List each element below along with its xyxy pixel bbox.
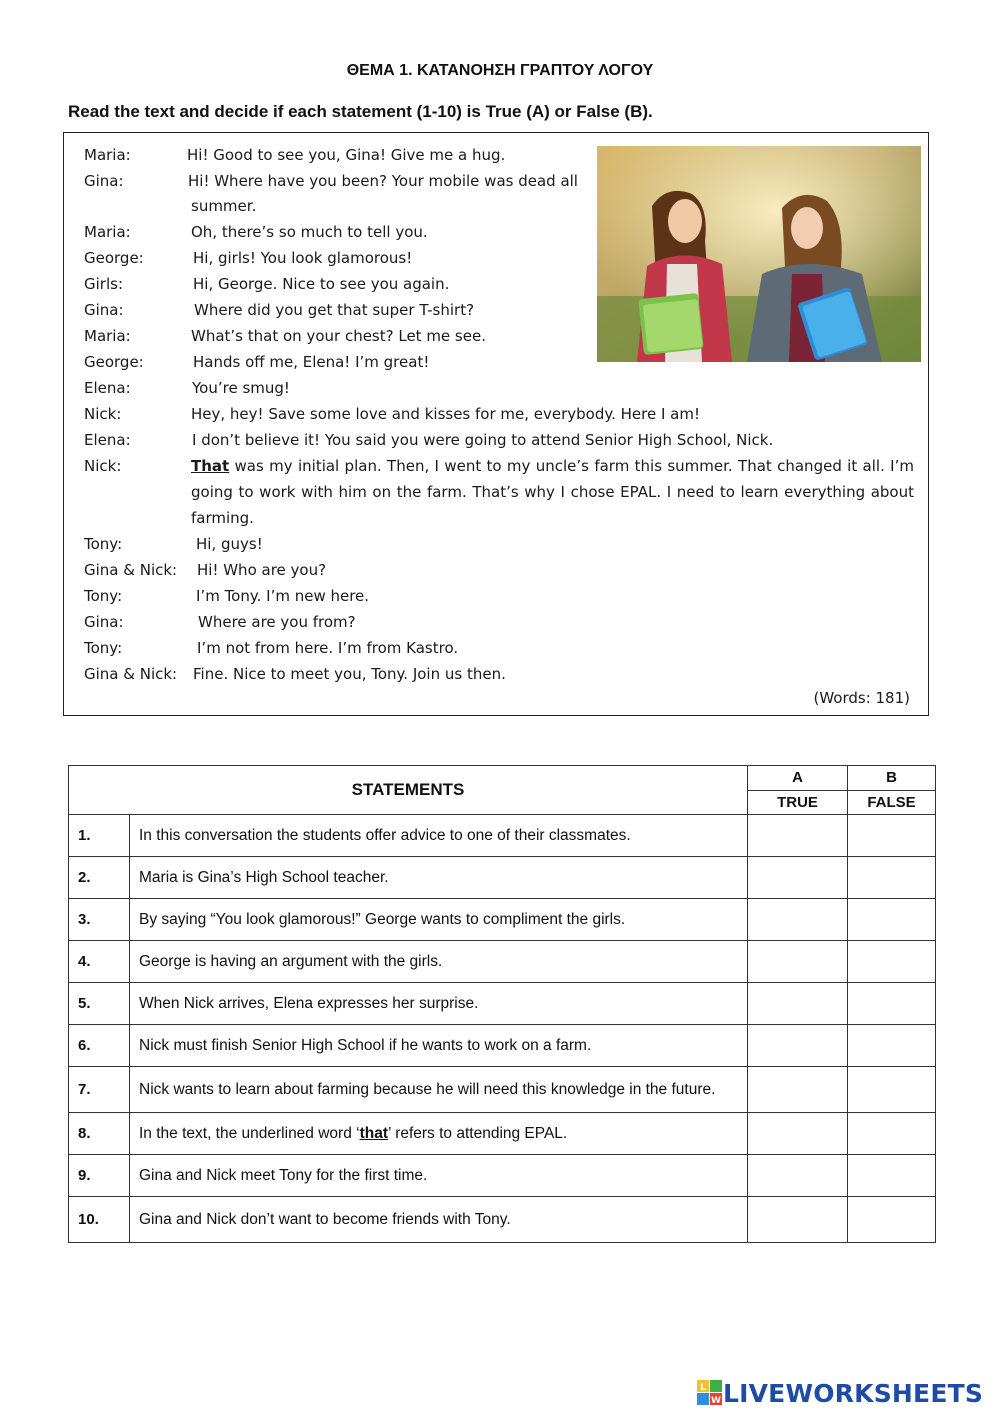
dialogue-box (63, 132, 929, 716)
utterance: I’m Tony. I’m new here. (196, 587, 370, 605)
dialogue-line (84, 583, 370, 609)
utterance: Hi, George. Nice to see you again. (193, 275, 450, 293)
statement-number: 1. (69, 815, 130, 857)
dialogue-line (84, 323, 486, 349)
answer-true-cell[interactable] (748, 983, 848, 1025)
speaker: Gina: (84, 613, 124, 631)
statement-number: 9. (69, 1155, 130, 1197)
answer-false-cell[interactable] (848, 941, 936, 983)
utterance: Hands off me, Elena! I’m great! (193, 353, 430, 371)
statement-number: 10. (69, 1197, 130, 1243)
speaker: George: (84, 249, 144, 267)
answer-true-cell[interactable] (748, 899, 848, 941)
col-a-label: TRUE (748, 790, 848, 815)
statement-row (69, 857, 936, 899)
dialogue-line (84, 375, 290, 401)
col-a-letter: A (748, 766, 848, 791)
speaker: Gina & Nick: (84, 561, 178, 579)
statement-row (69, 983, 936, 1025)
dialogue-line (84, 245, 413, 271)
utterance: summer. (191, 197, 257, 215)
logo-text: LIVEWORKSHEETS (723, 1378, 984, 1408)
dialogue-line (84, 219, 428, 245)
speaker: Maria: (84, 146, 131, 164)
answer-true-cell[interactable] (748, 1197, 848, 1243)
statement-row (69, 899, 936, 941)
statement-row (69, 1155, 936, 1197)
speaker: Elena: (84, 379, 131, 397)
statement-row (69, 1025, 936, 1067)
answer-false-cell[interactable] (848, 983, 936, 1025)
answer-true-cell[interactable] (748, 1067, 848, 1113)
utterance: Hi! Who are you? (197, 561, 327, 579)
col-b-label: FALSE (848, 790, 936, 815)
speaker: Maria: (84, 327, 131, 345)
logo-letter: W (711, 1396, 721, 1406)
statement-row (69, 815, 936, 857)
statement-text: By saying “You look glamorous!” George wants to compliment the girls. (130, 899, 748, 941)
statement-number: 4. (69, 941, 130, 983)
dialogue-line (84, 453, 914, 531)
statement-text-post: ’ refers to attending EPAL. (388, 1125, 568, 1142)
speaker: Nick: (84, 457, 122, 475)
utterance: Oh, there’s so much to tell you. (191, 223, 428, 241)
answer-true-cell[interactable] (748, 1025, 848, 1067)
speaker: Tony: (84, 639, 123, 657)
speaker: George: (84, 353, 144, 371)
speaker: Maria: (84, 223, 131, 241)
answer-true-cell[interactable] (748, 815, 848, 857)
statement-text: Nick must finish Senior High School if he wants to work on a farm. (130, 1025, 748, 1067)
answer-false-cell[interactable] (848, 1113, 936, 1155)
statement-number: 7. (69, 1067, 130, 1113)
utterance: Fine. Nice to meet you, Tony. Join us then. (193, 665, 506, 683)
statement-row (69, 941, 936, 983)
utterance-text: was my initial plan. Then, I went to my uncle’s farm this summer. That changed it all. I’m going to work with him on the farm. That’s why I chose EPAL. I need to learn everything about farming. (191, 457, 914, 527)
utterance: Where did you get that super T-shirt? (194, 301, 475, 319)
speaker: Nick: (84, 405, 122, 423)
utterance: I don’t believe it! You said you were going to attend Senior High School, Nick. (192, 431, 774, 449)
speaker: Gina: (84, 172, 124, 190)
dialogue-line (84, 427, 774, 453)
word-count: (Words: 181) (813, 689, 910, 707)
speaker: Tony: (84, 535, 123, 553)
speaker: Gina & Nick: (84, 665, 178, 683)
utterance: Hi! Good to see you, Gina! Give me a hug. (187, 146, 506, 164)
liveworksheets-logo-icon (697, 1380, 723, 1406)
dialogue-line (84, 168, 578, 194)
dialogue-line (84, 297, 475, 323)
statement-text (130, 1113, 748, 1155)
statement-text: Maria is Gina’s High School teacher. (130, 857, 748, 899)
utterance: Hi, guys! (196, 535, 263, 553)
underlined-word: That (191, 457, 230, 475)
statement-number: 6. (69, 1025, 130, 1067)
utterance: Hi, girls! You look glamorous! (193, 249, 413, 267)
statement-text: In this conversation the students offer advice to one of their classmates. (130, 815, 748, 857)
statement-number: 2. (69, 857, 130, 899)
statement-text: Nick wants to learn about farming because he will need this knowledge in the future. (130, 1067, 748, 1113)
utterance: Hey, hey! Save some love and kisses for me, everybody. Here I am! (191, 405, 700, 423)
utterance: What’s that on your chest? Let me see. (191, 327, 486, 345)
statements-header: STATEMENTS (69, 766, 748, 815)
statement-text: Gina and Nick meet Tony for the first time. (130, 1155, 748, 1197)
answer-false-cell[interactable] (848, 815, 936, 857)
answer-false-cell[interactable] (848, 899, 936, 941)
photo-two-students (597, 146, 921, 362)
utterance: You’re smug! (192, 379, 290, 397)
statement-row (69, 1113, 936, 1155)
answer-false-cell[interactable] (848, 1155, 936, 1197)
speaker: Tony: (84, 587, 123, 605)
statement-number: 3. (69, 899, 130, 941)
dialogue-line (84, 531, 263, 557)
statements-table (68, 765, 936, 1243)
dialogue-line (84, 349, 430, 375)
statement-text: Gina and Nick don’t want to become friends with Tony. (130, 1197, 748, 1243)
statement-row (69, 1197, 936, 1243)
answer-true-cell[interactable] (748, 1113, 848, 1155)
dialogue-line (84, 401, 700, 427)
speaker: Elena: (84, 431, 131, 449)
dialogue-line (84, 142, 506, 168)
instructions: Read the text and decide if each statement (1-10) is True (A) or False (B). (68, 102, 653, 121)
statement-row (69, 1067, 936, 1113)
col-b-letter: B (848, 766, 936, 791)
utterance: Where are you from? (198, 613, 356, 631)
answer-true-cell[interactable] (748, 1155, 848, 1197)
utterance: Hi! Where have you been? Your mobile was dead all (188, 172, 578, 190)
answer-true-cell[interactable] (748, 941, 848, 983)
answer-false-cell[interactable] (848, 857, 936, 899)
utterance (191, 453, 914, 531)
dialogue-line (84, 635, 459, 661)
answer-false-cell[interactable] (848, 1067, 936, 1113)
statement-number: 5. (69, 983, 130, 1025)
utterance: I’m not from here. I’m from Kastro. (197, 639, 459, 657)
answer-false-cell[interactable] (848, 1025, 936, 1067)
answer-true-cell[interactable] (748, 857, 848, 899)
logo-letter: L (700, 1383, 706, 1393)
dialogue-line (84, 271, 450, 297)
liveworksheets-logo (697, 1378, 983, 1408)
statement-text: George is having an argument with the girls. (130, 941, 748, 983)
speaker: Girls: (84, 275, 123, 293)
dialogue-line (84, 609, 356, 635)
answer-false-cell[interactable] (848, 1197, 936, 1243)
dialogue-line (84, 557, 327, 583)
statement-text: When Nick arrives, Elena expresses her surprise. (130, 983, 748, 1025)
statement-text-pre: In the text, the underlined word ‘ (139, 1125, 360, 1142)
statement-number: 8. (69, 1113, 130, 1155)
speaker: Gina: (84, 301, 124, 319)
students-photo-icon (597, 146, 921, 362)
dialogue-line (84, 661, 506, 687)
underlined-word: that (359, 1125, 389, 1142)
page-title: ΘΕΜΑ 1. ΚΑΤΑΝΟΗΣΗ ΓΡΑΠΤΟΥ ΛΟΓΟΥ (346, 62, 654, 79)
